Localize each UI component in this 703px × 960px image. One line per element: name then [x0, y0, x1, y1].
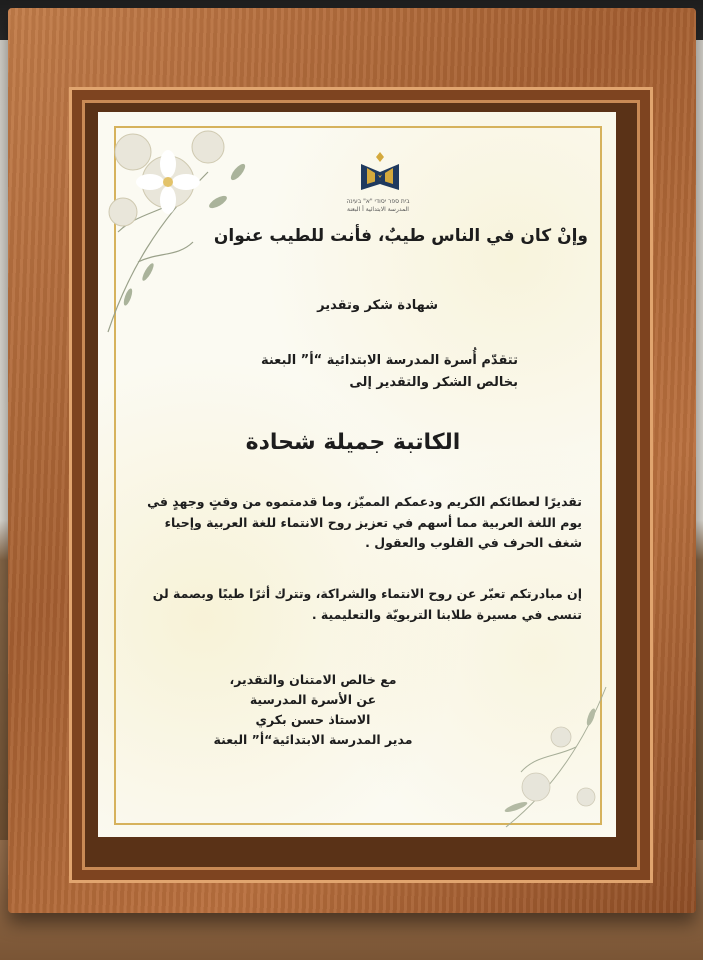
signatory-title: مدير المدرسة الابتدائية“أ” البعنة: [213, 732, 413, 747]
certificate-paper: [98, 112, 616, 837]
signatory-name: الاستاذ حسن بكري: [255, 712, 371, 727]
body-paragraph-2: إن مبادرتكم تعبّر عن روح الانتماء والشراكة، وتترك أثرًا طيبًا وبصمة لن تنسى في مسيرة طلابنا التربويّة والتعليمية .: [152, 586, 582, 622]
closing-signature-block: [168, 670, 458, 750]
recipient-name: الكاتبة جميلة شحادة: [245, 430, 461, 455]
floral-decoration-bottom-right: [466, 677, 616, 837]
logo-caption: [308, 198, 448, 214]
wooden-picture-frame: [8, 8, 696, 913]
logo-caption-hebrew: בית ספר יסודי "א" בעינה: [346, 198, 410, 205]
closing-line-1: مع خالص الامتنان والتقدير،: [229, 672, 397, 687]
headline-quote: وإنْ كان في الناس طيبٌ، فأنت للطيب عنوان: [213, 226, 588, 246]
logo-caption-arabic: المدرسة الابتدائية أ البعنة: [347, 206, 409, 213]
school-logo: [353, 150, 407, 196]
body-paragraph-1: تقديرًا لعطائكم الكريم ودعمكم المميّز، وما قدمتموه من وقتٍ وجهدٍ في يوم اللغة العربية مما أسهم في تعزيز روح الانتماء للغة العربية وإحياء شغف الحرف في القلوب والعقول .: [147, 494, 582, 550]
intro-text: [208, 350, 518, 394]
intro-line-2: بخالص الشكر والتقدير إلى: [349, 375, 518, 390]
intro-line-1: تتقدّم أُسرة المدرسة الابتدائية “أ” البعنة: [260, 353, 518, 368]
certificate-title: شهادة شكر وتقدير: [317, 298, 438, 313]
closing-line-2: عن الأسرة المدرسية: [249, 692, 377, 707]
